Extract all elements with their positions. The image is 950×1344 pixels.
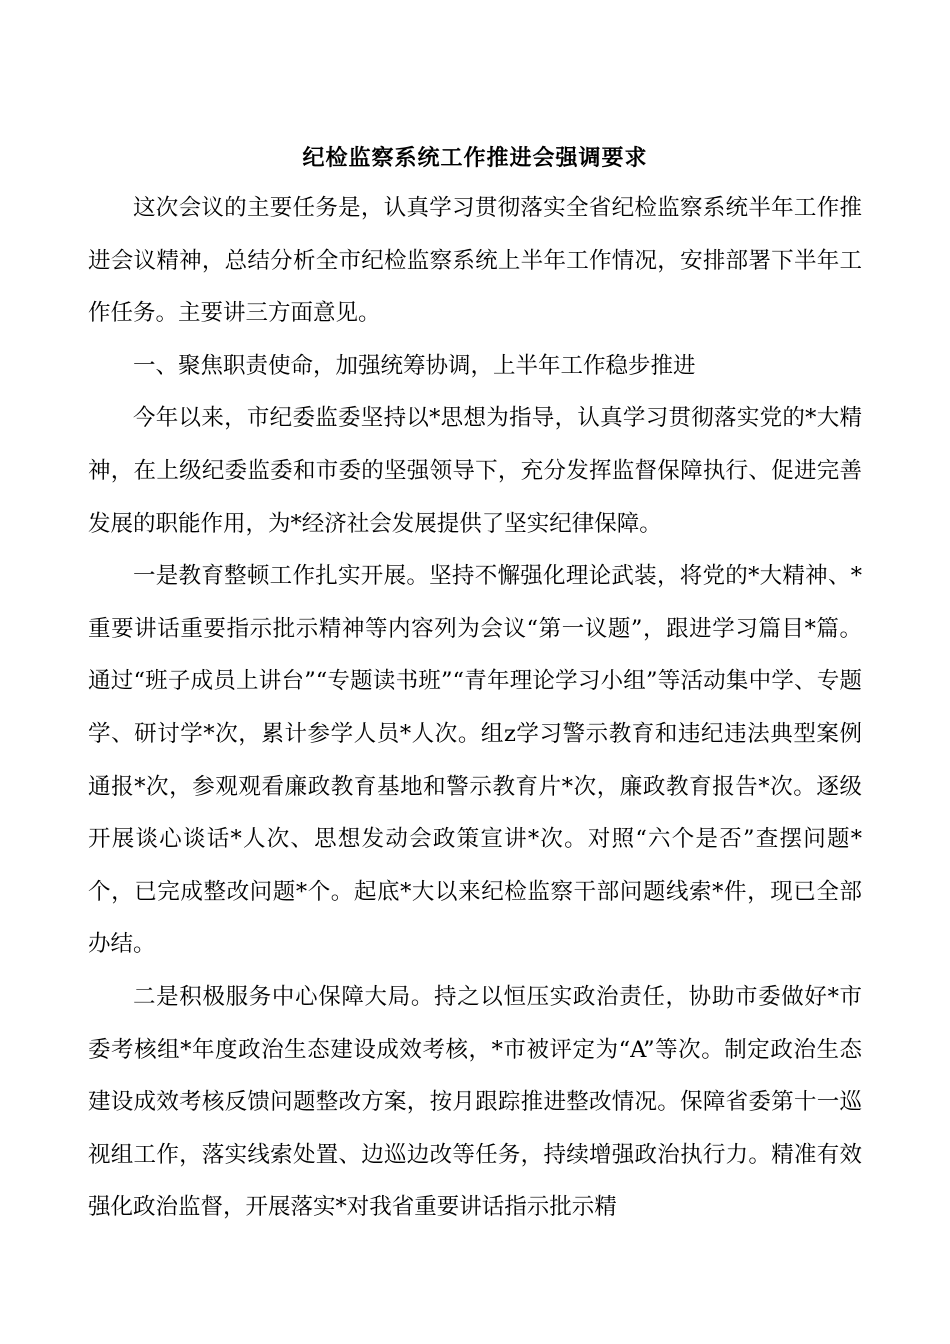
paragraph-point-1: 一是教育整顿工作扎实开展。坚持不懈强化理论武装，将党的*大精神、*重要讲话重要指示批示精神等内容列为会议“第一议题”，跟进学习篇目*篇。通过“班子成员上讲台”“专题读书班”“青年理论学习小组”等活动集中学、专题学、研讨学*次，累计参学人员*人次。组z学习警示教育和违纪违法典型案例通报*次，参观观看廉政教育基地和警示教育片*次，廉政教育报告*次。逐级开展谈心谈话*人次、思想发动会政策宣讲*次。对照“六个是否”查摆问题*个，已完成整改问题*个。起底*大以来纪检监察干部问题线索*件，现已全部办结。 — [88, 563, 862, 958]
document-title: 纪检监察系统工作推进会强调要求 — [302, 145, 648, 171]
paragraph-point-2: 二是积极服务中心保障大局。持之以恒压实政治责任，协助市委做好*市委考核组*年度政治生态建设成效考核，*市被评定为“A”等次。制定政治生态建设成效考核反馈问题整改方案，按月跟踪推进整改情况。保障省委第十一巡视组工作，落实线索处置、边巡边改等任务，持续增强政治执行力。精准有效强化政治监督，开展落实*对我省重要讲话指示批示精 — [88, 983, 862, 1221]
document-body — [88, 182, 862, 1234]
paragraph-intro: 这次会议的主要任务是，认真学习贯彻落实全省纪检监察系统半年工作推进会议精神，总结分析全市纪检监察系统上半年工作情况，安排部署下半年工作任务。主要讲三方面意见。 — [88, 195, 862, 327]
section-heading-1: 一、聚焦职责使命，加强统筹协调，上半年工作稳步推进 — [133, 352, 696, 379]
paragraph-overview: 今年以来，市纪委监委坚持以*思想为指导，认真学习贯彻落实党的*大精神，在上级纪委监委和市委的坚强领导下，充分发挥监督保障执行、促进完善发展的职能作用，为*经济社会发展提供了坚实纪律保障。 — [88, 405, 862, 537]
